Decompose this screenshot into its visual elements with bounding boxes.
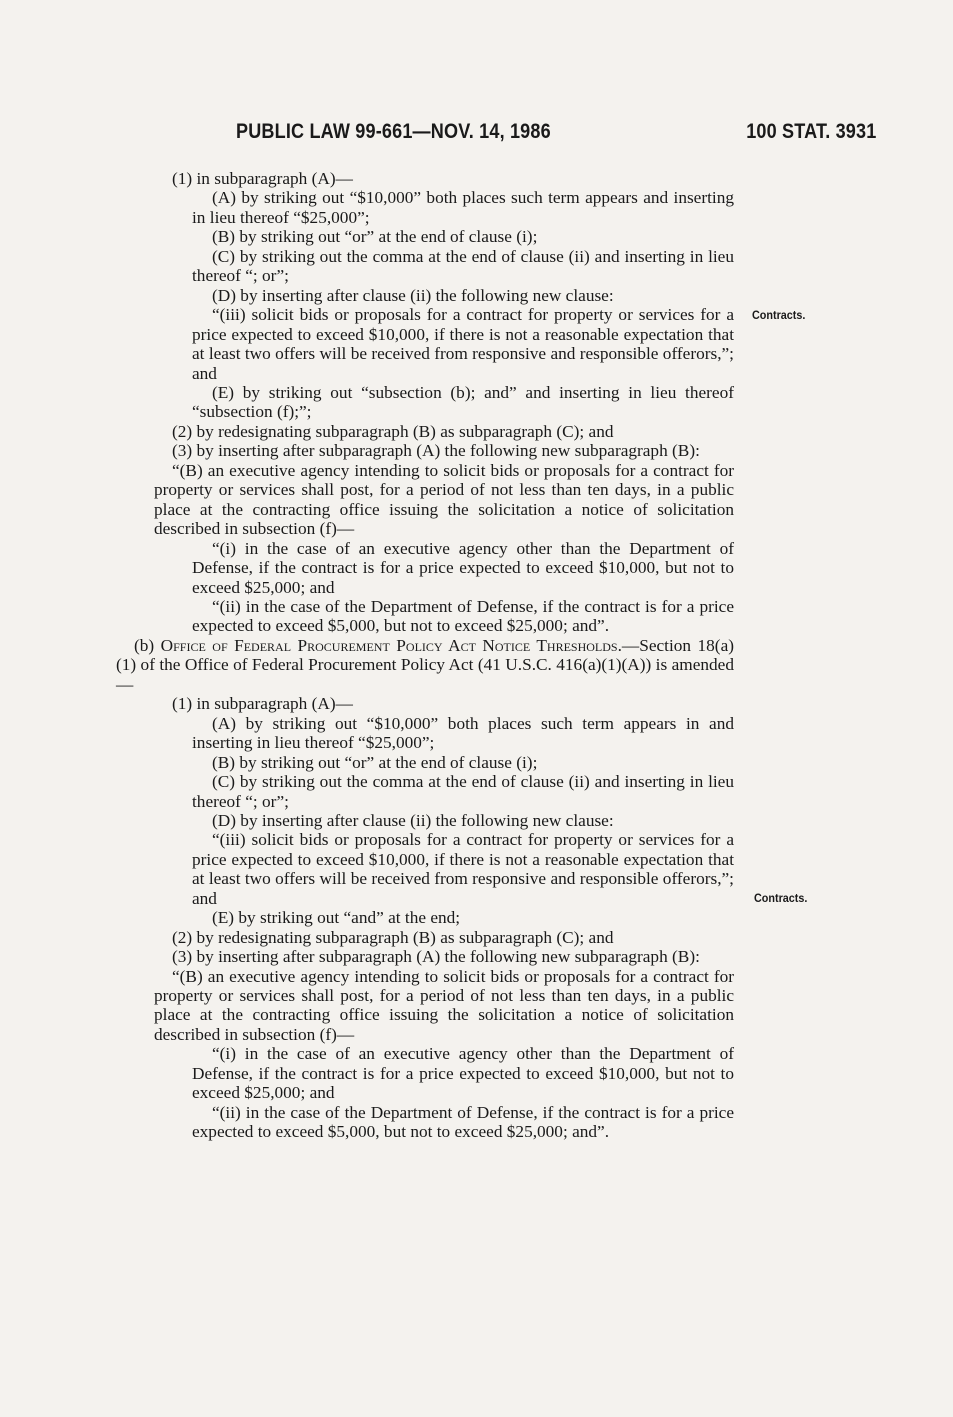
section-text: .—Section 18(a)(1) of the Office of Federal Procurement Policy Act (41 U.S.C. 416(a)(1)(A)) is amended— (116, 635, 734, 694)
paragraph: “(iii) solicit bids or proposals for a contract for property or services for a price expected to exceed $10,000, if there is not a reasonable expectation that at least two offers will be received from responsive and responsible offerors,”; and (192, 830, 734, 908)
header-title: PUBLIC LAW 99-661—NOV. 14, 1986 (236, 120, 551, 143)
paragraph: (2) by redesignating subparagraph (B) as subparagraph (C); and (172, 927, 614, 947)
paragraph: (2) by redesignating subparagraph (B) as subparagraph (C); and (172, 421, 614, 441)
paragraph: (A) by striking out “$10,000” both places such term appears in and inserting in lieu thereof “$25,000”; (192, 713, 734, 753)
paragraph: (1) in subparagraph (A)— (172, 169, 353, 188)
body-text (116, 169, 734, 1142)
paragraph: “(ii) in the case of the Department of Defense, if the contract is for a price expected to exceed $5,000, but not to exceed $25,000; and”. (192, 596, 734, 636)
margin-note-contracts: Contracts. (752, 308, 806, 322)
paragraph: (E) by striking out “and” at the end; (212, 908, 461, 928)
paragraph: (C) by striking out the comma at the end of clause (ii) and inserting in lieu thereof “; or”; (192, 246, 734, 286)
section-heading-paragraph (116, 636, 734, 694)
paragraph: “(iii) solicit bids or proposals for a contract for property or services for a price expected to exceed $10,000, if there is not a reasonable expectation that at least two offers will be received from responsive and responsible offerors,”; and (192, 305, 734, 383)
paragraph: (B) by striking out “or” at the end of clause (i); (212, 227, 538, 247)
paragraph: “(B) an executive agency intending to solicit bids or proposals for a contract for property or services shall post, for a period of not less than ten days, in a public place at the contracting office issuing the solicitation a notice of solicitation described in subsection (f)— (154, 966, 734, 1044)
paragraph: “(i) in the case of an executive agency other than the Department of Defense, if the contract is for a price expected to exceed $10,000, but not to exceed $25,000; and (192, 538, 734, 597)
paragraph: (1) in subparagraph (A)— (172, 694, 353, 714)
paragraph: (3) by inserting after subparagraph (A) the following new subparagraph (B): (172, 441, 700, 461)
paragraph: (E) by striking out “subsection (b); and” and inserting in lieu thereof “subsection (f);”; (192, 382, 734, 422)
paragraph: “(i) in the case of an executive agency other than the Department of Defense, if the contract is for a price expected to exceed $10,000, but not to exceed $25,000; and (192, 1044, 734, 1103)
paragraph: (B) by striking out “or” at the end of clause (i); (212, 752, 538, 772)
margin-note-contracts: Contracts. (754, 891, 808, 905)
paragraph: (A) by striking out “$10,000” both places such term appears and inserting in lieu thereof “$25,000”; (192, 188, 734, 227)
paragraph: “(ii) in the case of the Department of Defense, if the contract is for a price expected to exceed $5,000, but not to exceed $25,000; and”. (192, 1102, 734, 1142)
paragraph: (D) by inserting after clause (ii) the following new clause: (212, 285, 614, 305)
paragraph: (D) by inserting after clause (ii) the following new clause: (212, 810, 614, 830)
header-stat-citation: 100 STAT. 3931 (745, 120, 876, 143)
paragraph: (3) by inserting after subparagraph (A) the following new subparagraph (B): (172, 947, 700, 967)
section-heading: Office of Federal Procurement Policy Act Notice Thresholds (160, 635, 618, 655)
paragraph: “(B) an executive agency intending to solicit bids or proposals for a contract for property or services shall post, for a period of not less than ten days, in a public place at the contracting office issuing the solicitation a notice of solicitation described in subsection (f)— (154, 460, 734, 539)
section-label: (b) (134, 635, 161, 655)
page-header (236, 120, 876, 150)
paragraph: (C) by striking out the comma at the end of clause (ii) and inserting in lieu thereof “; or”; (192, 772, 734, 811)
